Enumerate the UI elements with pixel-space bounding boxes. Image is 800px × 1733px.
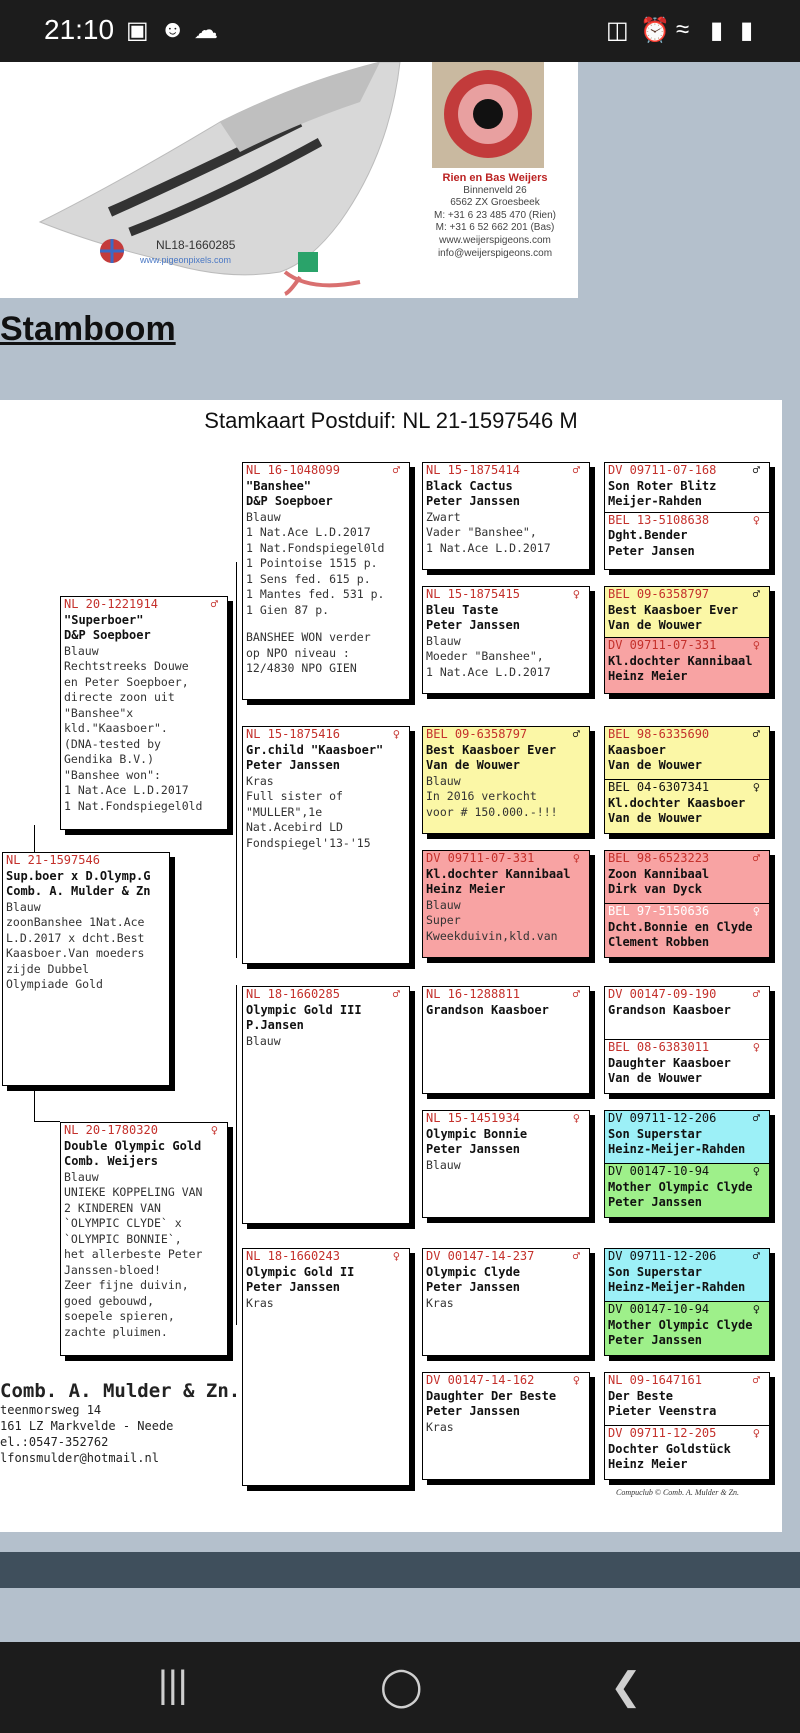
- male-icon: ♂: [752, 987, 760, 1001]
- ring-number: NL 15-1875415: [426, 587, 520, 601]
- banner-ring-number: NL18-1660285: [156, 238, 236, 252]
- owner-name: Comb. Weijers: [64, 1154, 158, 1168]
- note-line: kld."Kaasboer".: [64, 721, 168, 735]
- pigeon-name: Mother Olympic Clyde: [608, 1179, 753, 1194]
- pigeon-banner: [0, 62, 578, 298]
- male-icon: ♂: [572, 1249, 580, 1263]
- male-icon: ♂: [572, 463, 580, 477]
- pedigree-gen4-pair-7[interactable]: [604, 1248, 770, 1356]
- pedigree-mother-father[interactable]: [242, 986, 410, 1224]
- male-icon: ♂: [210, 597, 218, 611]
- connector: [236, 562, 237, 958]
- connector: [236, 985, 237, 1325]
- ring-number: NL 15-1875416: [246, 727, 340, 741]
- pedigree-gen4-pair-6[interactable]: [604, 1110, 770, 1218]
- pedigree-ffm[interactable]: [422, 586, 590, 694]
- pedigree-mfm[interactable]: [422, 1110, 590, 1218]
- pigeon-color: Blauw: [426, 1157, 461, 1172]
- owner-name: Peter Janssen: [246, 758, 340, 772]
- pedigree-gen4-pair-2[interactable]: [604, 586, 770, 694]
- male-icon: ♂: [752, 727, 760, 741]
- owner-name: Peter Janssen: [608, 1333, 702, 1347]
- ring-number: NL 20-1221914: [64, 597, 158, 611]
- female-icon: ♀: [752, 1302, 760, 1316]
- recent-apps-button[interactable]: |||: [158, 1664, 188, 1706]
- owner-info: [0, 1380, 240, 1466]
- female-icon: ♀: [752, 1040, 760, 1054]
- pigeon-color: Kras: [426, 1295, 454, 1310]
- pigeon-name: Gr.child "Kaasboer": [246, 742, 384, 757]
- ring-number: DV 09711-07-331: [608, 638, 717, 652]
- status-bar: [0, 0, 800, 62]
- note-line: goed gebouwd,: [64, 1293, 155, 1308]
- note-line: Super: [426, 913, 461, 927]
- ring-number: DV 00147-14-237: [426, 1249, 535, 1263]
- owner-name: Heinz Meier: [426, 882, 506, 896]
- pedigree-fmm[interactable]: [422, 850, 590, 958]
- note-line: (DNA-tested by: [64, 736, 161, 751]
- note-line: 1 Nat.Ace L.D.2017: [426, 540, 551, 555]
- pigeon-name: Dcht.Bonnie en Clyde: [608, 919, 753, 934]
- note-line: Full sister of: [246, 789, 343, 803]
- note-line: Kaasboer.Van moeders: [6, 946, 145, 960]
- note-line: Kweekduivin,kld.van: [426, 928, 558, 943]
- ring-number: BEL 08-6383011: [608, 1040, 710, 1054]
- note-line: Vader "Banshee",: [426, 525, 537, 539]
- breeder-website[interactable]: www.weijerspigeons.com: [439, 234, 551, 246]
- female-icon: ♀: [210, 1123, 218, 1137]
- owner-email[interactable]: lfonsmulder@hotmail.nl: [0, 1451, 159, 1465]
- owner-name: P.Jansen: [246, 1018, 304, 1032]
- pigeon-name: Dght.Bender: [608, 528, 688, 542]
- male-icon: ♂: [572, 727, 580, 741]
- male-icon: ♂: [752, 851, 760, 865]
- note-line: Rechtstreeks Douwe: [64, 659, 189, 673]
- owner-name: Van de Wouwer: [608, 811, 702, 825]
- owner-name: Peter Jansen: [608, 543, 695, 558]
- male-icon: ♂: [752, 1249, 760, 1263]
- note-line: BANSHEE WON verder: [246, 630, 371, 644]
- note-line: Fondspiegel'13-'15: [246, 835, 371, 850]
- pigeon-name: Olympic Clyde: [426, 1264, 520, 1279]
- note-line: `OLYMPIC BONNIE`,: [64, 1231, 182, 1246]
- ring-number: DV 09711-07-331: [426, 851, 535, 865]
- emoji-icon: ☻: [160, 16, 186, 43]
- note-line: het allerbeste Peter: [64, 1247, 203, 1261]
- page-title: Stamboom: [0, 310, 176, 348]
- owner-name: Peter Janssen: [426, 618, 520, 632]
- female-icon: ♀: [752, 780, 760, 794]
- pedigree-mff[interactable]: [422, 986, 590, 1094]
- female-icon: ♀: [752, 512, 760, 527]
- note-line: 1 Nat.Ace L.D.2017: [64, 783, 189, 797]
- pigeon-color: Blauw: [64, 643, 99, 658]
- pigeon-color: Blauw: [246, 1033, 281, 1048]
- owner-street: teenmorsweg 14: [0, 1403, 102, 1417]
- pedigree-card: [0, 400, 782, 1532]
- note-line: "Banshee won":: [64, 767, 161, 782]
- note-line: Janssen-bloed!: [64, 1262, 161, 1277]
- note-line: Moeder "Banshee",: [426, 649, 544, 663]
- pedigree-gen4-pair-3[interactable]: [604, 726, 770, 834]
- ring-number: NL 09-1647161: [608, 1373, 702, 1387]
- owner-name: D&P Soepboer: [246, 494, 333, 508]
- pedigree-gen4-pair-8[interactable]: [604, 1372, 770, 1480]
- pigeon-name: Der Beste: [608, 1388, 674, 1403]
- owner-name: Dirk van Dyck: [608, 882, 702, 896]
- female-icon: ♀: [752, 1164, 760, 1178]
- note-line: zoonBanshee 1Nat.Ace: [6, 915, 145, 929]
- pigeon-name: Kaasboer: [608, 742, 666, 757]
- ring-number: DV 09711-12-205: [608, 1426, 717, 1440]
- note-line: Zeer fijne duivin,: [64, 1278, 189, 1292]
- breeder-phone2: M: +31 6 52 662 201 (Bas): [435, 222, 555, 234]
- pedigree-gen4-pair-1[interactable]: [604, 462, 770, 570]
- male-icon: ♂: [752, 463, 760, 477]
- owner-name: Comb. A. Mulder & Zn: [6, 884, 151, 898]
- battery-icon: ▮: [740, 17, 754, 44]
- pigeon-color: Kras: [426, 1419, 454, 1434]
- note-line: Gendika B.V.): [64, 752, 155, 766]
- pigeon-name: Double Olympic Gold: [64, 1138, 202, 1153]
- note-line: 1 Nat.Fondspiegel0ld: [64, 798, 203, 813]
- battery-saver-icon: ◫: [606, 17, 629, 44]
- pedigree-fmf[interactable]: [422, 726, 590, 834]
- note-line: In 2016 verkocht: [426, 789, 537, 803]
- note-line: 1 Sens fed. 615 p.: [246, 571, 371, 586]
- note-line: op NPO niveau :: [246, 645, 350, 660]
- pigeonpixels-link[interactable]: www.pigeonpixels.com: [140, 255, 232, 265]
- pigeon-name: Olympic Gold II: [246, 1264, 355, 1279]
- note-line: directe zoon uit: [64, 690, 175, 704]
- owner-name: Peter Janssen: [426, 1404, 520, 1418]
- pigeon-name: Sup.boer x D.Olymp.G: [6, 868, 151, 883]
- ring-number: DV 09711-12-206: [608, 1249, 717, 1263]
- owner-name: Pieter Veenstra: [608, 1404, 717, 1418]
- ring-number: BEL 09-6358797: [608, 587, 710, 601]
- male-icon: ♂: [392, 463, 400, 477]
- owner-name: Comb. A. Mulder & Zn.: [0, 1380, 241, 1402]
- pigeon-name: Mother Olympic Clyde: [608, 1317, 753, 1332]
- ring-number: DV 00147-10-94: [608, 1164, 710, 1178]
- ring-number: BEL 13-5108638: [608, 512, 710, 527]
- female-icon: ♀: [752, 904, 760, 918]
- note-line: `OLYMPIC CLYDE` x: [64, 1216, 182, 1230]
- owner-name: Van de Wouwer: [608, 618, 702, 632]
- note-line: 12/4830 NPO GIEN: [246, 661, 357, 675]
- ring-number: BEL 98-6523223: [608, 851, 710, 865]
- owner-name: Peter Janssen: [426, 494, 520, 508]
- female-icon: ♀: [392, 727, 400, 741]
- pigeon-color: Blauw: [64, 1169, 99, 1184]
- note-line: 1 Nat.Fondspiegel0ld: [246, 540, 385, 555]
- pigeon-name: Black Cactus: [426, 478, 513, 493]
- note-line: 1 Nat.Ace L.D.2017: [426, 664, 551, 679]
- ring-number: DV 00147-14-162: [426, 1373, 535, 1387]
- owner-name: Peter Janssen: [608, 1195, 702, 1209]
- pigeon-color: Kras: [246, 1295, 274, 1310]
- pigeon-name: Bleu Taste: [426, 602, 499, 617]
- note-line: 2 KINDEREN VAN: [64, 1200, 161, 1215]
- owner-city: 161 LZ Markvelde - Neede: [0, 1419, 174, 1433]
- ring-number: DV 00147-09-190: [608, 987, 717, 1001]
- female-icon: ♀: [572, 587, 580, 601]
- note-line: 1 Mantes fed. 531 p.: [246, 587, 385, 601]
- owner-name: Peter Janssen: [426, 1142, 520, 1156]
- pigeon-name: Son Superstar: [608, 1126, 702, 1141]
- pigeon-name: Grandson Kaasboer: [608, 1002, 731, 1017]
- pigeon-color: Zwart: [426, 509, 461, 524]
- pigeon-name: Kl.dochter Kannibaal: [608, 653, 753, 668]
- pedigree-father[interactable]: [60, 596, 228, 830]
- note-line: zachte pluimen.: [64, 1324, 168, 1339]
- ring-number: BEL 98-6335690: [608, 727, 710, 741]
- pedigree-mmf[interactable]: [422, 1248, 590, 1356]
- pigeon-name: Daughter Kaasboer: [608, 1055, 731, 1070]
- pigeon-name: Kl.dochter Kaasboer: [608, 795, 746, 810]
- pigeon-name: Son Superstar: [608, 1264, 702, 1279]
- pigeon-color: Blauw: [426, 773, 461, 788]
- ring-number: DV 09711-12-206: [608, 1111, 717, 1125]
- female-icon: ♀: [752, 1426, 760, 1440]
- pigeon-name: "Banshee": [246, 478, 312, 493]
- ring-number: NL 18-1660243: [246, 1249, 340, 1263]
- pedigree-mmm[interactable]: [422, 1372, 590, 1480]
- pedigree-gen4-pair-4[interactable]: [604, 850, 770, 958]
- female-icon: ♀: [392, 1249, 400, 1263]
- female-icon: ♀: [572, 1373, 580, 1387]
- breeder-address1: Binnenveld 26: [463, 184, 527, 196]
- owner-name: Peter Janssen: [246, 1280, 340, 1294]
- pigeon-color: Blauw: [426, 897, 461, 912]
- ring-number: NL 21-1597546: [6, 853, 100, 867]
- note-line: soepele spieren,: [64, 1309, 175, 1323]
- pedigree-mother-mother[interactable]: [242, 1248, 410, 1486]
- pedigree-title: Stamkaart Postduif: NL 21-1597546 M: [204, 408, 578, 433]
- note-line: "MULLER",1e: [246, 804, 323, 819]
- female-icon: ♀: [752, 638, 760, 652]
- male-icon: ♂: [392, 987, 400, 1001]
- female-icon: ♀: [572, 851, 580, 865]
- ring-number: NL 16-1048099: [246, 463, 340, 477]
- owner-name: Van de Wouwer: [426, 758, 520, 772]
- owner-name: Clement Robben: [608, 935, 710, 949]
- compuclub-credit: Compuclub © Comb. A. Mulder & Zn.: [616, 1488, 740, 1497]
- owner-phone: el.:0547-352762: [0, 1435, 109, 1449]
- male-icon: ♂: [752, 1111, 760, 1125]
- owner-name: Van de Wouwer: [608, 1071, 702, 1085]
- pigeon-color: Blauw: [426, 633, 461, 648]
- breeder-address2: 6562 ZX Groesbeek: [450, 197, 540, 209]
- breeder-phone1: M: +31 6 23 485 470 (Rien): [433, 209, 557, 221]
- male-icon: ♂: [572, 987, 580, 1001]
- male-icon: ♂: [752, 1373, 760, 1387]
- ring-number: NL 20-1780320: [64, 1123, 158, 1137]
- note-line: L.D.2017 x dcht.Best: [6, 930, 145, 945]
- ring-number: BEL 04-6307341: [608, 780, 710, 794]
- breeder-contact: [410, 172, 578, 260]
- pigeon-name: Grandson Kaasboer: [426, 1002, 549, 1017]
- note-line: Nat.Acebird LD: [246, 820, 343, 834]
- ring-number: BEL 97-5150636: [608, 904, 710, 918]
- pigeon-name: Olympic Gold III: [246, 1002, 362, 1017]
- owner-name: Peter Janssen: [426, 1280, 520, 1294]
- ring-number: DV 09711-07-168: [608, 463, 717, 477]
- note-line: UNIEKE KOPPELING VAN: [64, 1185, 203, 1199]
- owner-name: Heinz Meier: [608, 1457, 688, 1471]
- pigeon-color: Blauw: [246, 509, 281, 524]
- signal-icon: ▮: [710, 17, 724, 44]
- pigeon-name: Olympic Bonnie: [426, 1126, 528, 1141]
- cloud-icon: ☁: [194, 17, 218, 44]
- breeder-name: Rien en Bas Weijers: [442, 172, 548, 184]
- pigeon-color: Blauw: [6, 899, 41, 914]
- pigeon-name: Best Kaasboer Ever: [426, 742, 557, 757]
- owner-name: Heinz-Meijer-Rahden: [608, 1142, 746, 1156]
- clock: 21:10: [44, 14, 115, 45]
- ring-number: DV 00147-10-94: [608, 1302, 710, 1316]
- pedigree-father-father[interactable]: [242, 462, 410, 700]
- ring-number: NL 15-1451934: [426, 1111, 520, 1125]
- ring-number: NL 15-1875414: [426, 463, 520, 477]
- alarm-icon: ⏰: [640, 17, 670, 44]
- pigeon-name: Kl.dochter Kannibaal: [426, 866, 571, 881]
- ring-number: NL 18-1660285: [246, 987, 340, 1001]
- owner-name: Heinz Meier: [608, 669, 688, 683]
- breeder-email[interactable]: info@weijerspigeons.com: [437, 247, 553, 259]
- pigeon-color: Kras: [246, 773, 274, 788]
- note-line: 1 Pointoise 1515 p.: [246, 556, 378, 570]
- note-line: "Banshee"x: [64, 705, 134, 720]
- pigeon-name: Dochter Goldstück: [608, 1441, 731, 1456]
- pigeon-name: Zoon Kannibaal: [608, 866, 710, 881]
- pigeon-name: Best Kaasboer Ever: [608, 602, 739, 617]
- owner-name: Heinz-Meijer-Rahden: [608, 1280, 746, 1294]
- page-footer-bar: [0, 1552, 800, 1588]
- ring-number: BEL 09-6358797: [426, 727, 528, 741]
- pigeon-name: "Superboer": [64, 612, 144, 627]
- owner-name: Meijer-Rahden: [608, 494, 702, 508]
- pedigree-subject[interactable]: [2, 852, 170, 1086]
- gallery-icon: ▣: [126, 17, 149, 44]
- note-line: Olympiade Gold: [6, 977, 103, 991]
- pigeon-name: Daughter Der Beste: [426, 1388, 557, 1403]
- owner-name: Van de Wouwer: [608, 758, 702, 772]
- note-line: zijde Dubbel: [6, 961, 90, 976]
- wifi-icon: ≈: [676, 16, 690, 43]
- navigation-bar: [0, 1642, 800, 1733]
- male-icon: ♂: [752, 587, 760, 601]
- pedigree-mother[interactable]: [60, 1122, 228, 1356]
- female-icon: ♀: [572, 1111, 580, 1125]
- ring-number: NL 16-1288811: [426, 987, 520, 1001]
- note-line: 1 Gien 87 p.: [246, 602, 330, 617]
- home-button[interactable]: ◯: [380, 1666, 423, 1708]
- pedigree-fff[interactable]: [422, 462, 590, 570]
- note-line: 1 Nat.Ace L.D.2017: [246, 525, 371, 539]
- owner-name: D&P Soepboer: [64, 628, 151, 642]
- pedigree-gen4-pair-5[interactable]: [604, 986, 770, 1094]
- connector: [34, 1121, 60, 1122]
- note-line: voor # 150.000.-!!!: [426, 804, 558, 819]
- pigeon-name: Son Roter Blitz: [608, 478, 717, 493]
- note-line: en Peter Soepboer,: [64, 674, 189, 689]
- pedigree-father-mother[interactable]: [242, 726, 410, 964]
- back-button[interactable]: ❮: [610, 1666, 642, 1708]
